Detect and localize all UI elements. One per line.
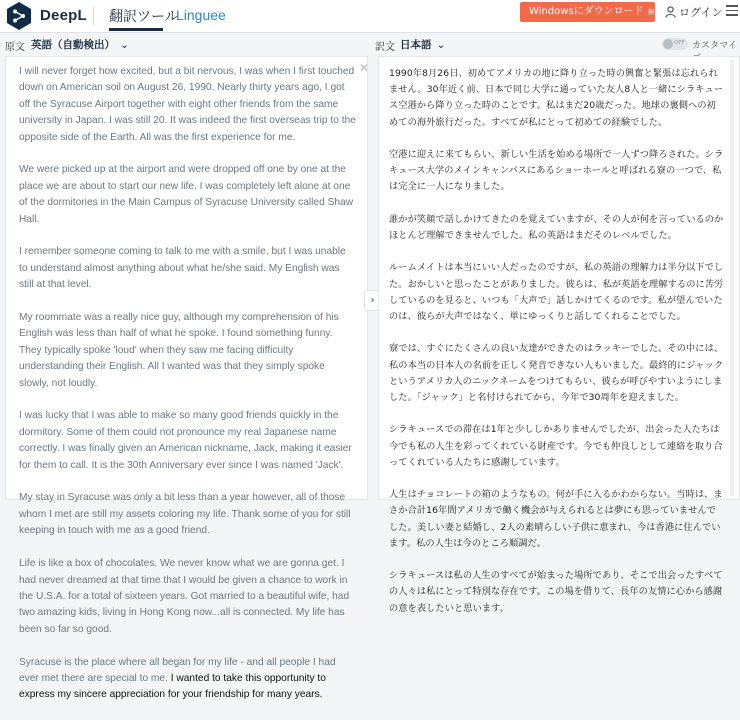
source-paragraph: Life is like a box of chocolates. We never know what we are gonna get. I had never dreamed at that time that I would be given a chance to work in the U.S.A. for a total of sixteen years. Got married to a beautiful wife, had two amazing kids, living in Hong Kong now...all is connected. My life has been so far so good. [19, 558, 350, 635]
target-paragraph: 寮では、すぐにたくさんの良い友達ができたのはラッキーでした。その中には、私の本当の日本人の名前を正しく発音できない人もいました。最終的にジャックというアメリカ人のニックネームをつけてもらい、彼らが呼びやすいようにしました。「ジャック」と名付けられてから、今年で30周年を迎えました。 [389, 343, 724, 403]
target-language-value: 日本語 [400, 39, 432, 51]
source-paragraph: My stay in Syracuse was only a bit less than a year however, all of those whom I met are still my assets coloring my life. Thank some of you for still keeping in touch with me as a good friend. [19, 492, 351, 537]
tab-translator[interactable]: 翻訳ツール [109, 9, 179, 25]
source-paragraph: We were picked up at the airport and were dropped off one by one at the place we are about to start our new life. I was completely left alone at one of the dormitories in the Main Campus of Syracuse University called Shaw Hall. [19, 164, 354, 225]
source-textarea[interactable] [19, 64, 357, 720]
active-tab-indicator [109, 28, 163, 31]
target-label: 訳文 [375, 42, 395, 53]
menu-icon[interactable] [726, 5, 738, 16]
target-paragraph: シラキュースは私の人生のすべてが始まった場所であり、そこで出会ったすべての人々は私にとって特別な存在です。この場を借りて、長年の友情に心から感謝の意を表したいと思います。 [389, 570, 723, 614]
login-button[interactable] [665, 4, 722, 20]
header-divider [93, 7, 94, 25]
source-language-value: 英語（自動検出） [31, 39, 115, 51]
target-scrollbar[interactable] [730, 60, 734, 496]
target-paragraph: シラキュースでの滞在は1年と少ししかありませんでしたが、出会った人たちは今でも私の人生を彩ってくれている財産です。今でも仲良しとして連絡を取り合ってくれている人たちに感謝しています。 [389, 424, 723, 468]
target-language-select[interactable] [400, 37, 445, 52]
translation-output [389, 66, 724, 633]
source-paragraph: My roommate was a really nice guy, although my comprehension of his English was less than half of what he spoke. I found something funny. They typically spoke 'loud' when they saw me facing difficulty understanding their English. All I wanted was that they simply spoke slowly, not loudly. [19, 312, 339, 389]
target-paragraph: 誰かが笑顔で話しかけてきたのを覚えていますが、その人が何を言っているのかほとんど理解できませんでした。私の英語はまだそのレベルでした。 [389, 213, 724, 241]
customize-label[interactable]: カスタマイ [692, 41, 737, 51]
target-paragraph: 1990年8月26日、初めてアメリカの地に降り立った時の興奮と緊張は忘れられません。30年近く前、日本で同じ大学に通っていた友人8人と一緒にシラキュース空港から降り立った時のことです。私はまだ20歳だった。地球の裏側への初めての海外旅行だった。すべてが私にとって初めての経験でした。 [389, 68, 724, 128]
chevron-down-icon: ⌄ [120, 39, 129, 51]
source-language-select[interactable] [31, 37, 129, 52]
target-paragraph: ルームメイトは本当にいい人だったのですが、私の英語の理解力は半分以下でした。おかしいと思ったことがありました。彼らは、私が英語を理解するのに苦労しているのを見ると、いつも「大声で」話しかけてくるのです。私が望んでいたのは、彼らが大声ではなく、単にゆっくりと話してくれることでした。 [389, 262, 724, 322]
target-paragraph: 人生はチョコレートの箱のようなもの。何が手に入るかわからない。当時は、まさか合計16年間アメリカで働く機会が与えられるとは夢にも思っていませんでした。美しい妻と結婚し、2人の素晴らしい子供に恵まれ、今は香港に住んでいます。私の人生は今のところ順調だ。 [389, 489, 723, 549]
brand-name[interactable]: DeepL [40, 7, 87, 24]
target-text-panel [378, 56, 740, 614]
source-paragraph: I was lucky that I was able to make so many good friends quickly in the dormitory. Some of them could not pronounce my real Japanese name correctly. I was finally given an American nickname, Jack, making it easier for them to call. It is the 30th Anniversary ever since I was named 'Jack'. [19, 410, 352, 471]
source-sentence-highlighted: I wanted to take this opportunity to express my sincere appreciation for your friendship for many years. [19, 672, 326, 701]
download-windows-button[interactable] [520, 2, 669, 22]
target-paragraph: 空港に迎えに来てもらい、新しい生活を始める場所で一人ずつ降ろされた。シラキュース大学のメインキャンパスにあるショーホールと呼ばれる寮の一つで、私は完全に一人になりました。 [389, 149, 724, 193]
source-text-panel[interactable] [5, 56, 370, 701]
language-bar [0, 33, 740, 55]
user-icon [665, 6, 676, 18]
deepl-logo-icon[interactable] [4, 1, 34, 31]
free-badge: 無料！ [647, 8, 669, 16]
chevron-right-icon[interactable]: › [364, 290, 381, 311]
source-paragraph: I will never forget how excited, but a bit nervous, I was when I first touched down on American soil on August 26, 1990. Nearly thirty years ago, I got off the Syracuse Airport together with eight other friends from the same university in Japan. I was still 20. It was indeed the first overseas trip to the opposite side of the Earth. All was the first experience for me. [19, 66, 356, 143]
tab-linguee[interactable]: Linguee [176, 7, 226, 23]
source-paragraph: I remember someone coming to talk to me with a smile, but I was unable to understand almost anything about what he/she said. My English was still at that level. [19, 246, 346, 291]
source-paragraph [19, 655, 357, 704]
login-label: ログイン [679, 6, 723, 19]
toggle-knob [663, 39, 673, 49]
download-label: Windowsにダウンロード [529, 6, 644, 17]
toggle-state: OFF [674, 40, 685, 46]
close-icon[interactable]: ✕ [359, 61, 370, 75]
source-sentence: Syracuse is the place where all began for my life - and all people I had ever met there are special to me. [19, 656, 336, 684]
top-header [0, 0, 740, 33]
customize-toggle[interactable] [662, 38, 688, 50]
source-label: 原文 [5, 42, 25, 53]
chevron-down-icon: ⌄ [436, 39, 446, 51]
